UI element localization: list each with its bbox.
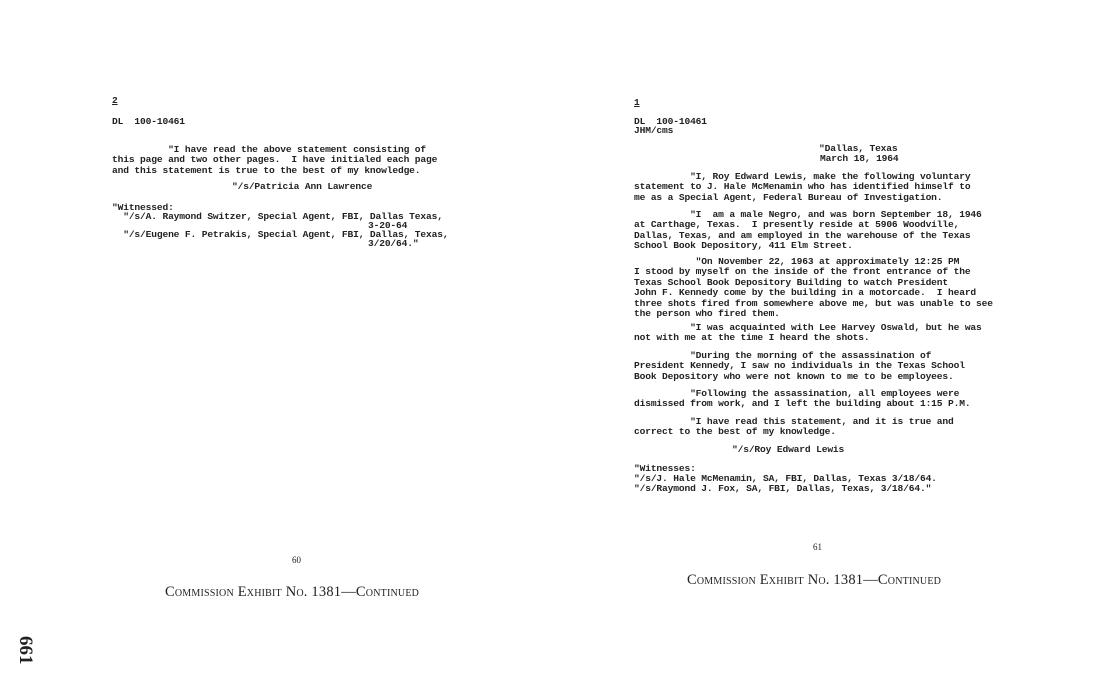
right-page bbox=[547, 0, 1094, 691]
page-number: 61 bbox=[813, 542, 822, 552]
witness-date: 3/20/64." bbox=[368, 238, 419, 249]
witness-line: "/s/J. Hale McMenamin, SA, FBI, Dallas, Texas 3/18/64. bbox=[634, 473, 937, 484]
initials: JHM/cms bbox=[634, 125, 674, 136]
witness-date: 3-20-64 bbox=[368, 220, 408, 231]
file-number: DL 100-10461 bbox=[634, 116, 707, 127]
statement-paragraph: "During the morning of the assassination of President Kennedy, I saw no individuals in the Texas School Book Depository who were not known to me to be employees. bbox=[634, 350, 965, 382]
page-number: 60 bbox=[292, 555, 301, 565]
page-marker: 2 bbox=[112, 95, 118, 106]
statement-paragraph: "I am a male Negro, and was born September 18, 1946 at Carthage, Texas. I presently reside at 5906 Woodville, Dallas, Texas, and am employed in the warehouse of the Texas School Book Depository, 411 Elm Street. bbox=[634, 209, 982, 252]
file-number: DL 100-10461 bbox=[112, 116, 185, 127]
exhibit-caption: Commission Exhibit No. 1381—Continued bbox=[165, 584, 420, 600]
witness-line: "/s/A. Raymond Switzer, Special Agent, FBI, Dallas Texas, bbox=[112, 211, 443, 222]
statement-paragraph: "I have read this statement, and it is true and correct to the best of my knowledge. bbox=[634, 416, 954, 438]
place: "Dallas, Texas bbox=[819, 143, 898, 154]
witnesses-heading: "Witnessed: bbox=[112, 202, 174, 213]
witness-line: "/s/Raymond J. Fox, SA, FBI, Dallas, Texas, 3/18/64." bbox=[634, 483, 932, 494]
statement-paragraph: "I was acquainted with Lee Harvey Oswald, but he was not with me at the time I heard the shots. bbox=[634, 322, 982, 344]
exhibit-caption: Commission Exhibit No. 1381—Continued bbox=[687, 572, 942, 588]
page-marker: 1 bbox=[634, 97, 640, 108]
date: March 18, 1964 bbox=[820, 153, 899, 164]
statement-paragraph: "I have read the above statement consisting of this page and two other pages. I have initialed each page and this statement is true to the best of my knowledge. bbox=[112, 144, 438, 176]
witnesses-heading: "Witnesses: bbox=[634, 463, 696, 474]
volume-page-number: 661 bbox=[15, 636, 36, 665]
statement-paragraph: "Following the assassination, all employees were dismissed from work, and I left the building about 1:15 P.M. bbox=[634, 388, 971, 410]
signature: "/s/Roy Edward Lewis bbox=[732, 444, 845, 455]
statement-paragraph: "On November 22, 1963 at approximately 12:25 PM I stood by myself on the inside of the front entrance of the Texas School Book Depository Building to watch President John F. Kennedy come by the building in a motorcade. I heard three shots fired from somewhere above me, but was unable to see the person who fired them. bbox=[634, 256, 993, 320]
witness-line: "/s/Eugene F. Petrakis, Special Agent, FBI, Dallas, Texas, bbox=[112, 229, 449, 240]
signature: "/s/Patricia Ann Lawrence bbox=[232, 181, 373, 192]
statement-paragraph: "I, Roy Edward Lewis, make the following voluntary statement to J. Hale McMenamin who has identified himself to me as a Special Agent, Federal Bureau of Investigation. bbox=[634, 171, 971, 203]
